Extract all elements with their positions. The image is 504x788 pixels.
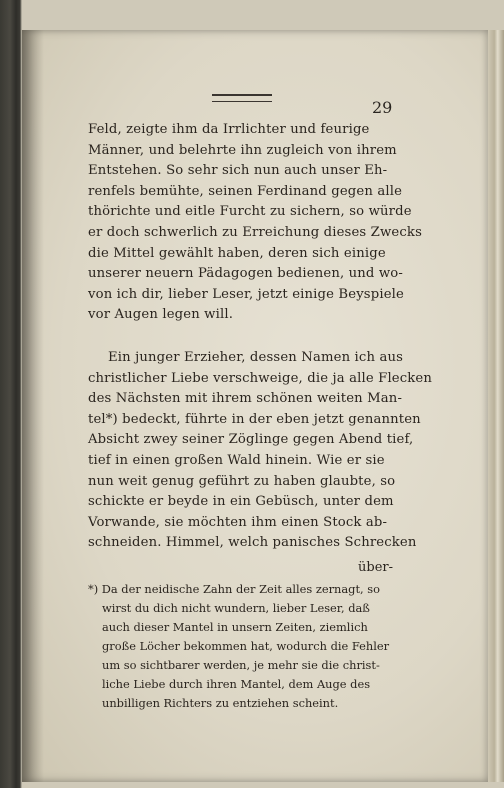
text-line: schickte er beyde in ein Gebüsch, unter dem (88, 494, 394, 510)
text-line: Männer, und belehrte ihn zugleich von ihrem (88, 142, 397, 158)
text-line: Entstehen. So sehr sich nun auch unser Eh- (88, 163, 388, 179)
text-line: nun weit genug geführt zu haben glaubte, so (88, 473, 396, 489)
text-line: tief in einen großen Wald hinein. Wie er sie (88, 452, 385, 468)
text-line: des Nächsten mit ihrem schönen weiten Man- (88, 391, 403, 407)
text-line: Ein junger Erzieher, dessen Namen ich aus (108, 350, 404, 365)
footnote-line: auch dieser Mantel in unsern Zeiten, ziemlich (102, 620, 368, 634)
text-line: die Mittel gewählt haben, deren sich einige (88, 245, 386, 261)
footnote-line: um so sichtbarer werden, je mehr sie die christ- (102, 658, 380, 672)
footnote-line: wirst du dich nicht wundern, lieber Leser, daß (102, 601, 370, 615)
text-line: Absicht zwey seiner Zöglinge gegen Abend tief, (88, 432, 414, 448)
page-edge (488, 30, 504, 782)
catchword: über- (358, 560, 393, 575)
text-line: unserer neuern Pädagogen bedienen, und wo- (88, 266, 403, 282)
footnote-line: liche Liebe durch ihren Mantel, dem Auge des (102, 677, 371, 691)
text-line: er doch schwerlich zu Erreichung dieses Zwecks (88, 224, 422, 240)
text-line: thörichte und eitle Furcht zu sichern, so würde (88, 204, 412, 220)
text-line: renfels bemühte, seinen Ferdinand gegen alle (88, 183, 403, 199)
paragraph-1 (88, 120, 422, 326)
text-line: Vorwande, sie möchten ihm einen Stock ab- (88, 514, 388, 530)
footnote (88, 580, 398, 713)
header-rule (212, 94, 272, 102)
text-line: vor Augen legen will. (88, 307, 234, 323)
paragraph-2 (88, 348, 433, 554)
text-line: schneiden. Himmel, welch panisches Schrecken (88, 535, 417, 551)
text-line: christlicher Liebe verschweige, die ja alle Flecken (88, 370, 433, 386)
gutter-shadow (22, 30, 44, 782)
text-line: Feld, zeigte ihm da Irrlichter und feurige (88, 122, 370, 137)
text-line: tel*) bedeckt, führte in der eben jetzt genannten (88, 411, 421, 427)
footnote-line: *) Da der neidische Zahn der Zeit alles zernagt, so (88, 582, 380, 596)
page-number: 29 (372, 98, 393, 117)
footnote-line: unbilligen Richters zu entziehen scheint. (102, 696, 339, 710)
footnote-line: große Löcher bekommen hat, wodurch die Fehler (102, 639, 390, 653)
text-line: von ich dir, lieber Leser, jetzt einige Beyspiele (88, 286, 404, 302)
